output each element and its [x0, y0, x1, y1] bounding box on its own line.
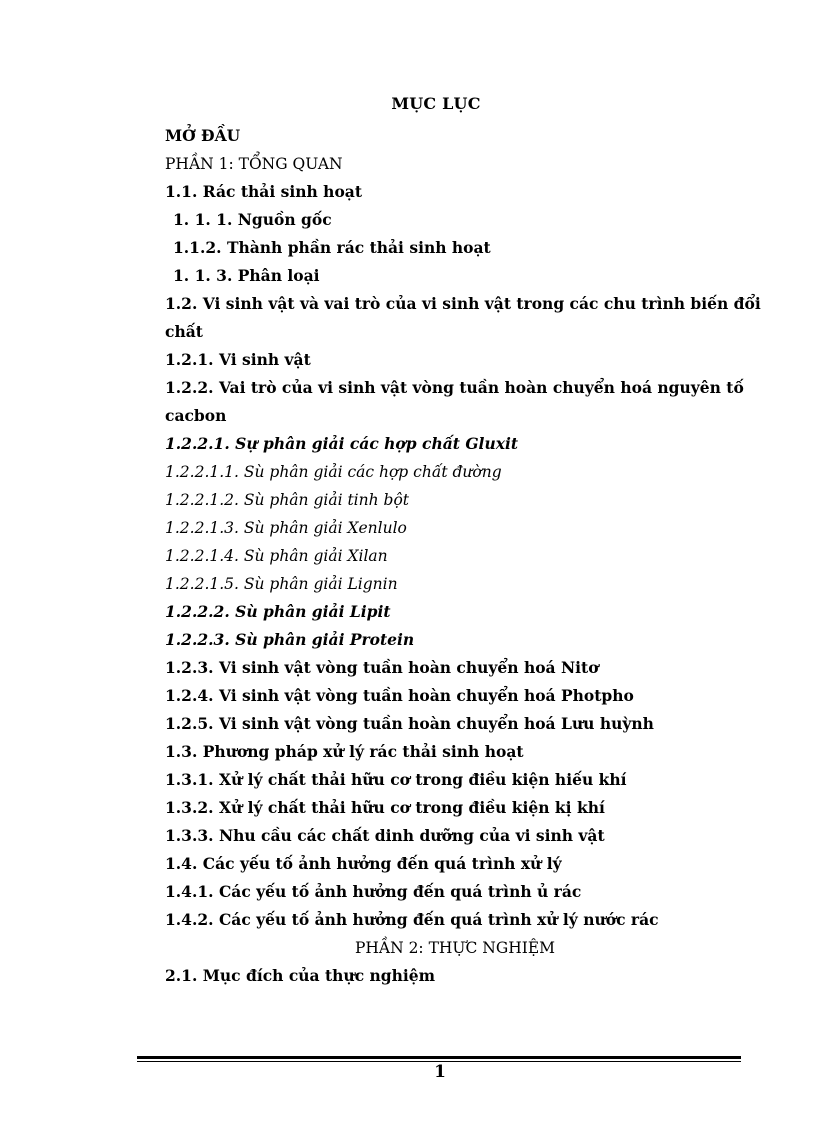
toc-entry: 1.2.2.2. Sù phân giải Lipit [165, 602, 391, 621]
toc-entry: 1.2. Vi sinh vật và vai trò của vi sinh vật trong các chu trình biến đổi [165, 294, 761, 313]
toc-entry: cacbon [165, 406, 227, 425]
toc-entry: 1.3.1. Xử lý chất thải hữu cơ trong điều kiện hiếu khí [165, 770, 627, 789]
toc-entry: 1. 1. 3. Phân loại [173, 266, 320, 285]
toc-entry: 2.1. Mục đích của thực nghiệm [165, 966, 436, 985]
toc-entry: 1.3.3. Nhu cầu các chất dinh dưỡng của vi sinh vật [165, 826, 605, 845]
toc-entry: 1.2.2. Vai trò của vi sinh vật vòng tuần hoàn chuyển hoá nguyên tố [165, 378, 744, 397]
toc-entry: 1.1.2. Thành phần rác thải sinh hoạt [173, 238, 491, 257]
page-number: 1 [434, 1062, 446, 1082]
toc-entry: 1.2.1. Vi sinh vật [165, 350, 311, 369]
footer-rule [137, 1056, 741, 1059]
toc-entry: 1.3.2. Xử lý chất thải hữu cơ trong điều kiện kị khí [165, 798, 605, 817]
toc-entry: 1.2.2.1.3. Sù phân giải Xenlulo [165, 519, 407, 537]
toc-entry: 1.2.2.1. Sự phân giải các hợp chất Gluxit [165, 434, 518, 453]
toc-entry: 1.1. Rác thải sinh hoạt [165, 182, 362, 201]
toc-section-heading: PHẦN 2: THỰC NGHIỆM [354, 939, 556, 957]
toc-entry: 1.2.2.1.2. Sù phân giải tinh bột [165, 491, 410, 509]
toc-entry: 1. 1. 1. Nguồn gốc [173, 210, 332, 229]
toc-entry: 1.2.3. Vi sinh vật vòng tuần hoàn chuyển hoá Nitơ [165, 658, 599, 677]
toc-title: MỤC LỤC [391, 94, 481, 113]
table-of-contents [165, 122, 761, 990]
toc-entry: 1.2.2.1.5. Sù phân giải Lignin [165, 575, 398, 593]
toc-entry: 1.2.5. Vi sinh vật vòng tuần hoàn chuyển hoá Lưu huỳnh [165, 714, 654, 733]
toc-entry: 1.2.2.3. Sù phân giải Protein [165, 630, 415, 649]
toc-entry: chất [165, 322, 203, 341]
toc-entry: PHẦN 1: TỔNG QUAN [165, 155, 343, 173]
toc-entry: 1.2.2.1.1. Sù phân giải các hợp chất đường [165, 463, 502, 481]
toc-entry: 1.4. Các yếu tố ảnh hưởng đến quá trình xử lý [165, 854, 562, 873]
toc-entry: 1.4.2. Các yếu tố ảnh hưởng đến quá trình xử lý nước rác [165, 910, 659, 929]
toc-entry: 1.2.4. Vi sinh vật vòng tuần hoàn chuyển hoá Photpho [165, 686, 634, 705]
toc-entry: 1.3. Phương pháp xử lý rác thải sinh hoạt [165, 742, 524, 761]
toc-entry: 1.4.1. Các yếu tố ảnh hưởng đến quá trình ủ rác [165, 882, 582, 901]
toc-entry: MỞ ĐẦU [165, 126, 241, 145]
toc-entry: 1.2.2.1.4. Sù phân giải Xilan [165, 547, 388, 565]
